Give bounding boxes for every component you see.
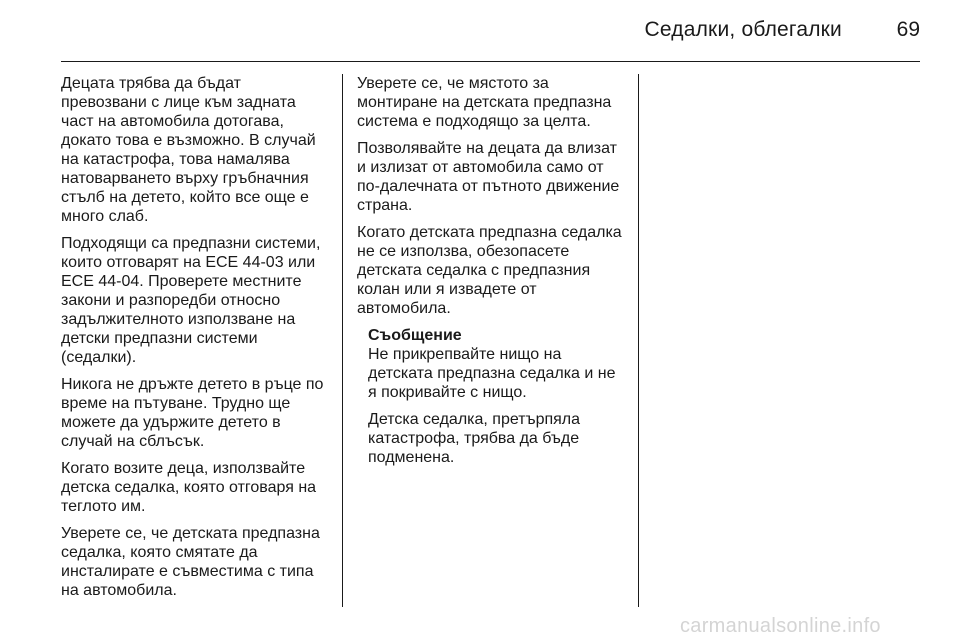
notice-box — [368, 326, 627, 467]
middle-text-column — [357, 74, 627, 475]
paragraph-unused-seat: Когато детската предпазна седалка не се използва, обезопасете детската седалка с предпазния колан или я извадете от автомобила. — [357, 224, 622, 317]
header-divider — [61, 61, 920, 62]
paragraph-ece-standards: Подходящи са предпазни системи, които отговарят на ЕСЕ 44-03 или ЕСЕ 44-04. Проверете местните закони и разпоредби относно задължителното използване на детски предпазни системи (седалки). — [61, 235, 321, 366]
notice-paragraph-replace: Детска седалка, претърпяла катастрофа, трябва да бъде подменена. — [368, 411, 581, 466]
notice-paragraph-attach: Не прикрепвайте нищо на детската предпазна седалка и не я покривайте с нищо. — [368, 346, 616, 401]
watermark-text: carmanualsonline.info — [680, 615, 881, 637]
column-divider-right — [638, 74, 639, 607]
paragraph-rear-facing: Децата трябва да бъдат превозвани с лице към задната част на автомобила дотогава, докато това е възможно. В случай на катастрофа, това намалява натоварването върху гръбначния стълб на детето, който все още е много слаб. — [61, 75, 316, 225]
paragraph-mount-location: Уверете се, че мястото за монтиране на детската предпазна система е подходящо за целта. — [357, 75, 612, 130]
page-header — [0, 0, 960, 62]
column-divider-left — [342, 74, 343, 607]
paragraph-seat-compatibility: Уверете се, че детската предпазна седалка, която смятате да инсталирате е съвместима с типа на автомобила. — [61, 525, 320, 599]
left-text-column — [61, 74, 329, 608]
paragraph-weight-appropriate: Когато возите деца, използвайте детска седалка, която отговаря на теглото им. — [61, 460, 317, 515]
paragraph-exit-side: Позволявайте на децата да влизат и излизат от автомобила само от по-далечната от пътното движение страна. — [357, 140, 620, 214]
paragraph-never-hold-child: Никога не дръжте детето в ръце по време на пътуване. Трудно ще можете да удържите детето в случай на сблъсък. — [61, 376, 324, 450]
page-number: 69 — [896, 18, 920, 41]
notice-title: Съобщение — [368, 327, 462, 344]
page-title: Седалки, облегалки — [644, 18, 842, 41]
